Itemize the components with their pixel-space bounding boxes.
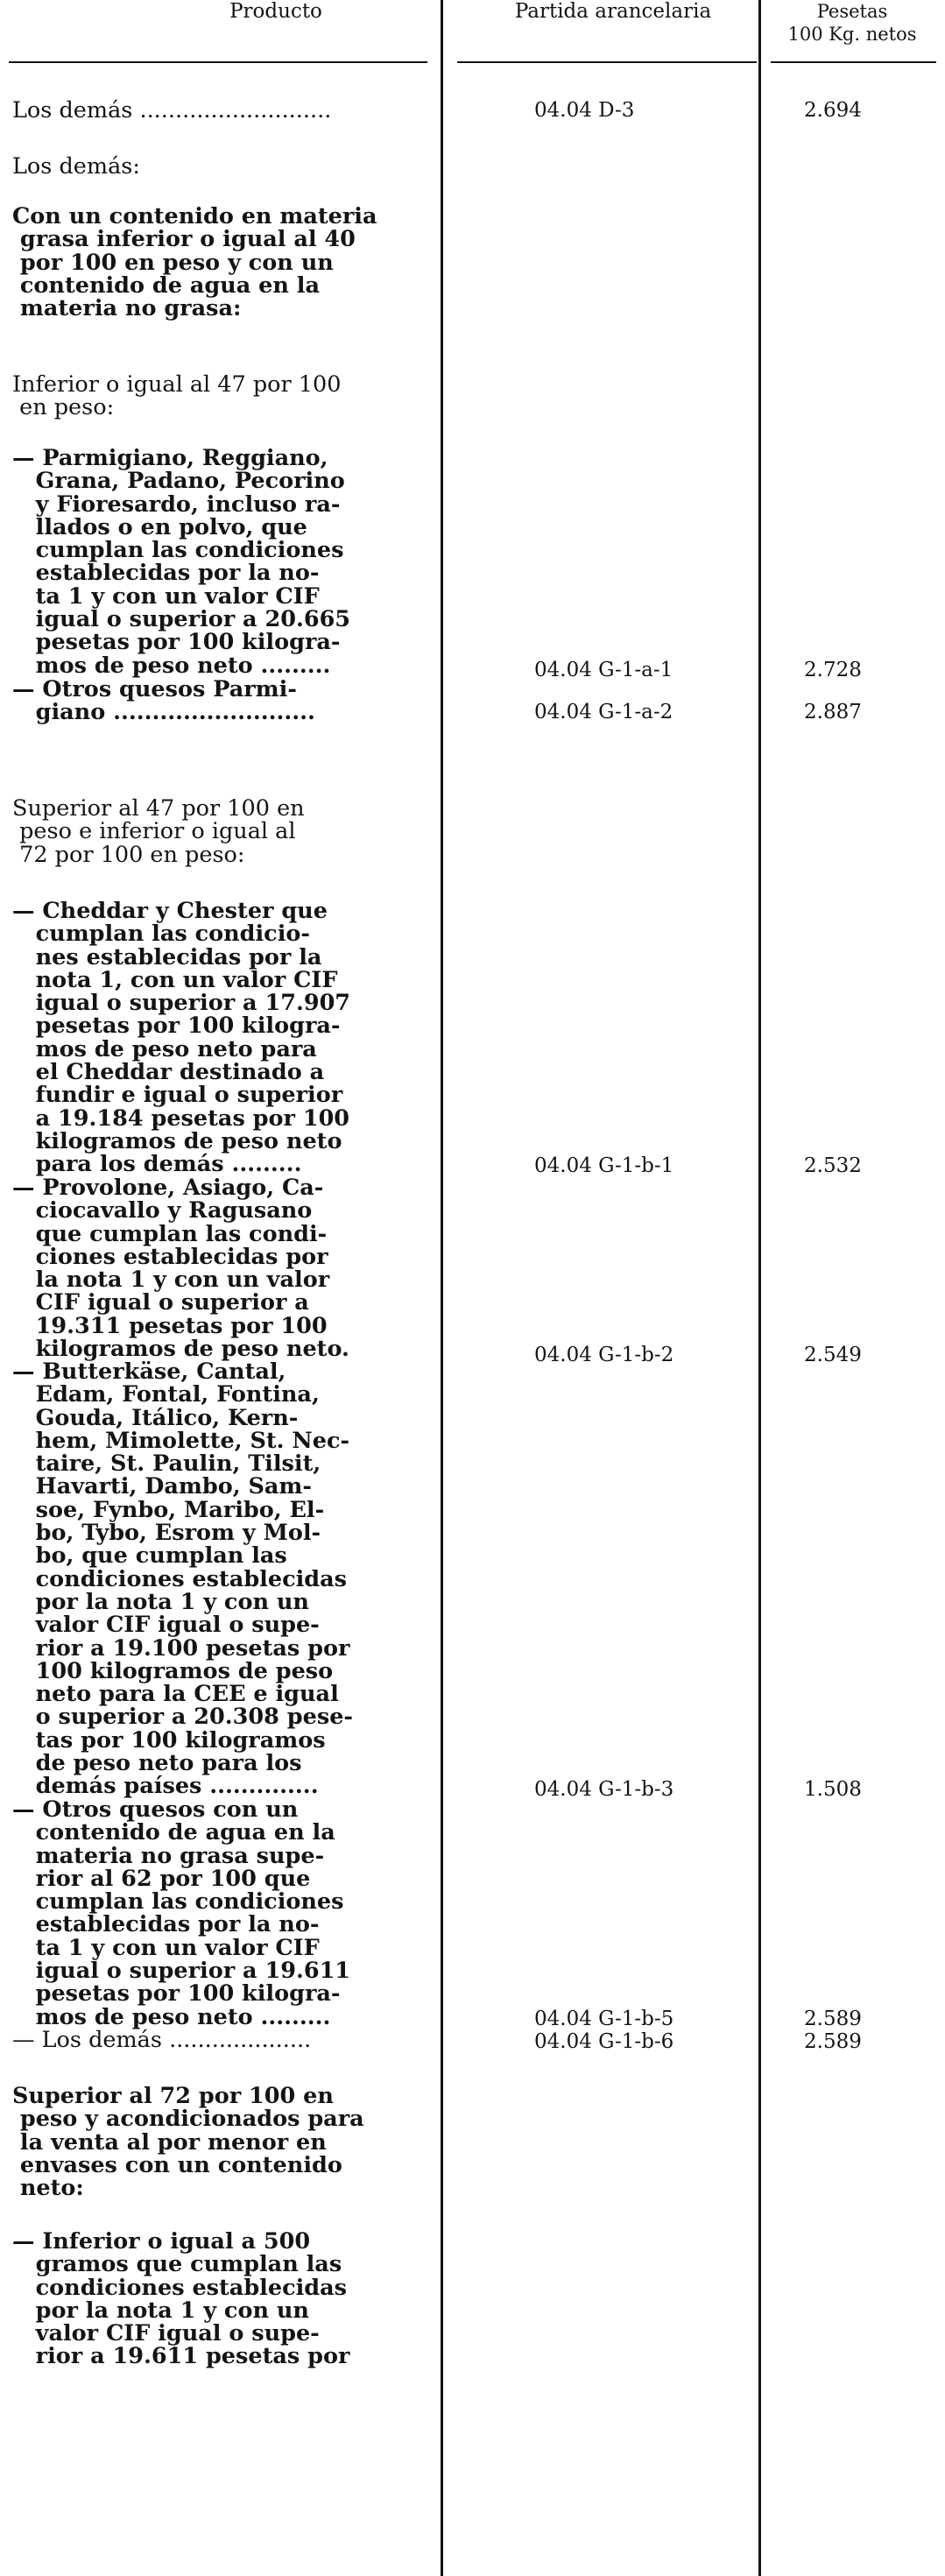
tariff-code: 04.04 G-1-b-6 <box>534 2030 674 2053</box>
product-item-inferior-500: — Inferior o igual a 500 gramos que cumplan las condiciones establecidas por la nota 1 y con un valor CIF igual o supe- rior a 19.611 pesetas por <box>12 2228 350 2370</box>
column-rule-right <box>758 0 761 2576</box>
header-product: Producto <box>229 0 322 23</box>
header-pesetas-line1: Pesetas <box>816 1 888 22</box>
tariff-code: 04.04 G-1-b-5 <box>534 2008 674 2030</box>
header-rule-product <box>9 61 427 63</box>
tariff-code: 04.04 G-1-b-3 <box>534 1778 674 1801</box>
tariff-code: 04.04 G-1-a-2 <box>534 701 673 723</box>
header-pesetas-line2: 100 Kg. netos <box>787 24 917 45</box>
header-partida: Partida arancelaria <box>514 0 712 23</box>
product-heading-inferior-47: Inferior o igual al 47 por 100 en peso: <box>12 371 342 421</box>
product-item-otros-parmigiano: — Otros quesos Parmi- giano .......................... <box>12 676 315 726</box>
product-heading-materia-grasa: Con un contenido en materia grasa inferior o igual al 40 por 100 en peso y con un contenido de agua en la materia no grasa: <box>12 203 377 322</box>
price-value: 2.694 <box>804 99 862 122</box>
price-value: 2.887 <box>804 701 862 723</box>
tariff-code: 04.04 G-1-a-1 <box>534 659 673 681</box>
price-value: 2.589 <box>804 2008 862 2030</box>
product-item-provolone: — Provolone, Asiago, Ca- ciocavallo y Ragusano que cumplan las condi- ciones establecidas por la nota 1 y con un valor CIF igual o superior a 19.311 pesetas por 100 kilogramos de peso neto. <box>12 1175 349 1363</box>
product-item-otros-quesos: — Otros quesos con un contenido de agua en la materia no grasa supe- rior al 62 por 100 que cumplan las condiciones establecidas por la no- ta 1 y con un valor CIF igual o superior a 19.611 pesetas por 100 kilogra- mos de peso neto ......... <box>12 1796 351 2030</box>
product-heading-superior-47: Superior al 47 por 100 en peso e inferior o igual al 72 por 100 en peso: <box>12 795 305 868</box>
header-pesetas <box>760 0 944 46</box>
product-item-cheddar: — Cheddar y Chester que cumplan las condicio- nes establecidas por la nota 1, con un valor CIF igual o superior a 17.907 pesetas por 100 kilogra- mos de peso neto para el Cheddar destinado a fundir e igual o superior a 19.184 pesetas por 100 kilogramos de peso neto para los demás ......... <box>12 898 351 1178</box>
price-value: 2.728 <box>804 659 862 681</box>
header-rule-partida <box>457 61 757 63</box>
tariff-code: 04.04 G-1-b-1 <box>534 1154 674 1177</box>
product-item-butterkase: — Butterkäse, Cantal, Edam, Fontal, Fontina, Gouda, Itálico, Kern- hem, Mimolette, St. Nec- taire, St. Paulin, Tilsit, Havarti, Dambo, Sam- soe, Fynbo, Maribo, El- bo, Tybo, Esrom y Mol- bo, que cumplan las condiciones establecidas por la nota 1 y con un valor CIF igual o supe- rior a 19.100 pesetas por 100 kilogramos de peso neto para la CEE e igual o superior a 20.308 pese- tas por 100 kilogramos de peso neto para los demás países .............. <box>12 1359 353 1800</box>
price-value: 2.532 <box>804 1154 862 1177</box>
product-item-parmigiano: — Parmigiano, Reggiano, Grana, Padano, Pecorino y Fioresardo, incluso ra- llados o en polvo, que cumplan las condiciones establecidas por la no- ta 1 y con un valor CIF igual o superior a 20.665 pesetas por 100 kilogra- mos de peso neto ......... <box>12 445 351 679</box>
tariff-code: 04.04 D-3 <box>534 99 635 122</box>
price-value: 1.508 <box>804 1778 862 1801</box>
column-rule-left <box>441 0 443 2576</box>
price-value: 2.549 <box>804 1344 862 1366</box>
header-rule-pesetas <box>771 61 936 63</box>
product-heading-los-demas: Los demás: <box>12 153 140 180</box>
product-item-los-demas-2: — Los demás .................... <box>12 2027 312 2053</box>
product-heading-superior-72: Superior al 72 por 100 en peso y acondicionados para la venta al por menor en envases con un contenido neto: <box>12 2083 364 2202</box>
price-value: 2.589 <box>804 2030 862 2053</box>
tariff-code: 04.04 G-1-b-2 <box>534 1344 674 1366</box>
product-item-los-demas-1: Los demás ........................... <box>12 97 332 124</box>
